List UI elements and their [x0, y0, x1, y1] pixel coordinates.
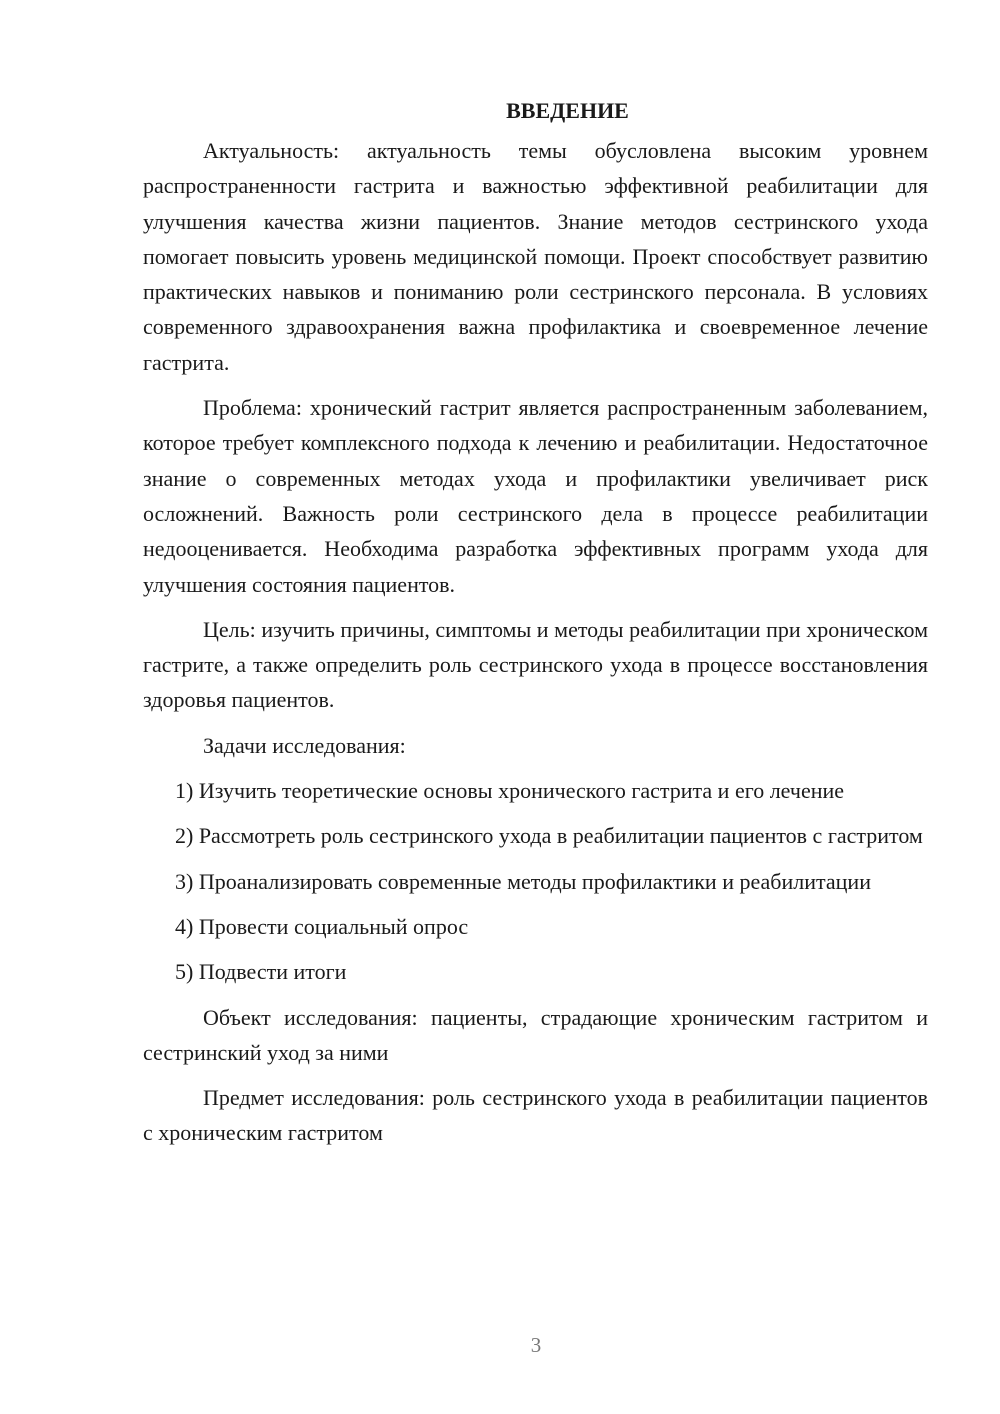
task-item-1: 1) Изучить теоретические основы хронического гастрита и его лечение [175, 778, 845, 804]
relevance-paragraph: Актуальность: актуальность темы обусловлена высоким уровнем распространенности гастрита и важностью эффективной реабилитации для улучшения качества жизни пациентов. Знание методов сестринского ухода помогает повысить уровень медицинской помощи. Проект способствует развитию практических навыков и пониманию роли сестринского персонала. В условиях современного здравоохранения важна профилактика и своевременное лечение гастрита. [143, 138, 928, 375]
tasks-heading: Задачи исследования: [203, 732, 406, 758]
task-item-5: 5) Подвести итоги [175, 959, 347, 985]
section-title: ВВЕДЕНИЕ [506, 98, 629, 123]
research-subject-paragraph: Предмет исследования: роль сестринского ухода в реабилитации пациентов с хроническим гастритом [143, 1085, 928, 1146]
research-object-paragraph: Объект исследования: пациенты, страдающие хроническим гастритом и сестринский уход за ними [143, 1004, 928, 1065]
goal-paragraph: Цель: изучить причины, симптомы и методы реабилитации при хроническом гастрите, а также определить роль сестринского ухода в процессе восстановления здоровья пациентов. [143, 616, 928, 713]
task-item-2: 2) Рассмотреть роль сестринского ухода в реабилитации пациентов с гастритом [175, 823, 923, 849]
task-item-3: 3) Проанализировать современные методы профилактики и реабилитации [175, 868, 871, 894]
problem-paragraph: Проблема: хронический гастрит является распространенным заболеванием, которое требует комплексного подхода к лечению и реабилитации. Недостаточное знание о современных методах ухода и профилактики увеличивает риск осложнений. Важность роли сестринского дела в процессе реабилитации недооценивается. Необходима разработка эффективных программ ухода для улучшения состояния пациентов. [143, 395, 928, 597]
page-number: 3 [530, 1333, 542, 1357]
document-page [143, 88, 928, 1151]
task-item-4: 4) Провести социальный опрос [175, 913, 469, 939]
